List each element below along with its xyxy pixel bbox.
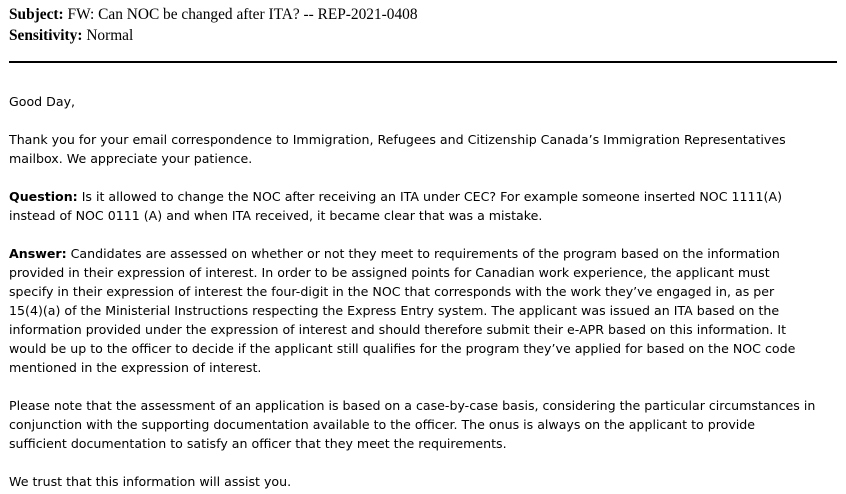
answer-line: specify in their expression of interest the four-digit in the NOC that corresponds with the work they’ve engaged in, as per bbox=[9, 284, 775, 299]
answer-line: provided in their expression of interest. In order to be assigned points for Canadian work experience, the applicant must bbox=[9, 265, 770, 280]
answer-line: would be up to the officer to decide if the applicant still qualifies for the program they’ve applied for based on the NOC code bbox=[9, 341, 796, 356]
intro-line: mailbox. We appreciate your patience. bbox=[9, 151, 253, 166]
answer-line: information provided under the expression of interest and should therefore submit their e-APR based on this information. It bbox=[9, 322, 787, 337]
closing-text: We trust that this information will assist you. bbox=[9, 474, 292, 489]
email-body bbox=[9, 92, 837, 491]
question-line: instead of NOC 0111 (A) and when ITA received, it became clear that was a mistake. bbox=[9, 208, 543, 223]
answer-text: Candidates are assessed on whether or not they meet to requirements of the program based on the information bbox=[66, 246, 780, 261]
note-line: conjunction with the supporting documentation available to the officer. The onus is always on the applicant to provide bbox=[9, 417, 756, 432]
subject-line bbox=[9, 4, 839, 25]
answer-paragraph bbox=[9, 244, 837, 377]
sensitivity-line bbox=[9, 25, 839, 46]
email-header bbox=[9, 4, 839, 46]
closing-paragraph bbox=[9, 472, 837, 491]
subject-label: Subject: bbox=[9, 6, 64, 23]
header-divider bbox=[9, 61, 837, 63]
question-line bbox=[9, 187, 837, 206]
greeting-text: Good Day, bbox=[9, 94, 76, 109]
question-text: Is it allowed to change the NOC after receiving an ITA under CEC? For example someone inserted NOC 1111(A) bbox=[77, 189, 782, 204]
answer-line: mentioned in the expression of interest. bbox=[9, 360, 262, 375]
greeting bbox=[9, 92, 837, 111]
intro-paragraph bbox=[9, 130, 837, 168]
note-paragraph bbox=[9, 396, 837, 453]
note-line: Please note that the assessment of an application is based on a case-by-case basis, considering the particular circumstances in bbox=[9, 398, 816, 413]
sensitivity-value: Normal bbox=[86, 27, 134, 44]
answer-line: 15(4)(a) of the Ministerial Instructions respecting the Express Entry system. The applicant was issued an ITA based on the bbox=[9, 303, 780, 318]
answer-line bbox=[9, 244, 837, 263]
subject-value: FW: Can NOC be changed after ITA? -- REP-2021-0408 bbox=[67, 6, 418, 23]
sensitivity-label: Sensitivity: bbox=[9, 27, 83, 44]
question-label: Question: bbox=[9, 189, 78, 204]
answer-label: Answer: bbox=[9, 246, 67, 261]
intro-line: Thank you for your email correspondence to Immigration, Refugees and Citizenship Canada’s Immigration Representatives bbox=[9, 132, 786, 147]
note-line: sufficient documentation to satisfy an officer that they meet the requirements. bbox=[9, 436, 507, 451]
question-paragraph bbox=[9, 187, 837, 225]
